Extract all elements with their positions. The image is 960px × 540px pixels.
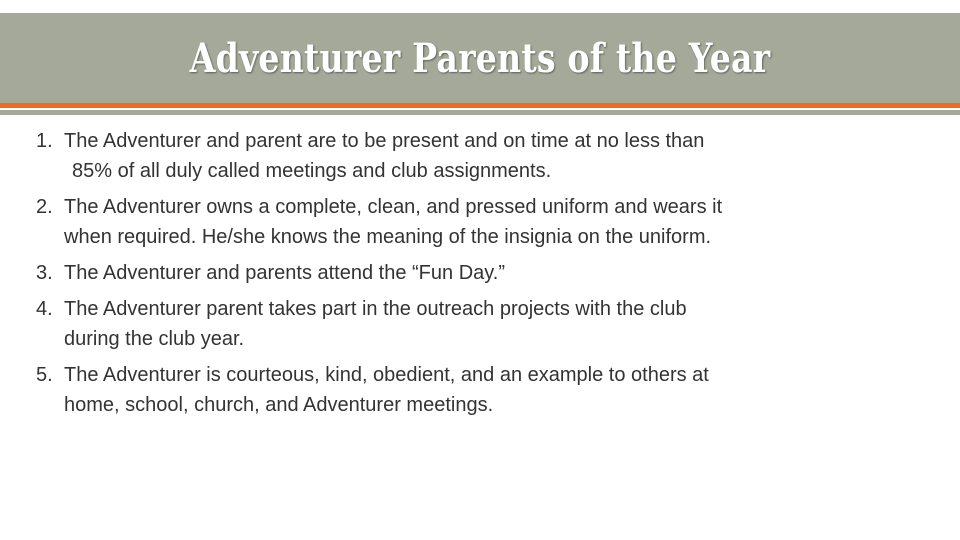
item-number: 2.	[36, 196, 53, 218]
list-item-3	[36, 258, 916, 288]
item-text-line: The Adventurer parent takes part in the outreach projects with the club	[64, 298, 687, 320]
gray-divider	[0, 110, 960, 115]
list-item-4	[36, 294, 916, 354]
item-text-line: home, school, church, and Adventurer meetings.	[64, 394, 494, 416]
title-bar	[0, 13, 960, 103]
slide-title: Adventurer Parents of the Year	[189, 34, 771, 82]
item-text-line: The Adventurer and parent are to be present and on time at no less than	[64, 130, 705, 152]
item-number: 4.	[36, 298, 53, 320]
list-item-5	[36, 360, 916, 420]
list-item-1	[36, 126, 916, 186]
item-text-line: during the club year.	[64, 328, 245, 350]
item-number: 1.	[36, 130, 53, 152]
item-number: 3.	[36, 262, 53, 284]
item-text-line: The Adventurer and parents attend the “Fun Day.”	[64, 262, 505, 284]
item-text-line: when required. He/she knows the meaning of the insignia on the uniform.	[64, 226, 712, 248]
item-text-line: The Adventurer is courteous, kind, obedient, and an example to others at	[64, 364, 709, 386]
item-text-line: 85% of all duly called meetings and club assignments.	[72, 160, 552, 182]
item-number: 5.	[36, 364, 53, 386]
list-item-2	[36, 192, 916, 252]
orange-divider	[0, 103, 960, 108]
item-text-line: The Adventurer owns a complete, clean, and pressed uniform and wears it	[64, 196, 723, 218]
requirements-list	[36, 126, 916, 426]
